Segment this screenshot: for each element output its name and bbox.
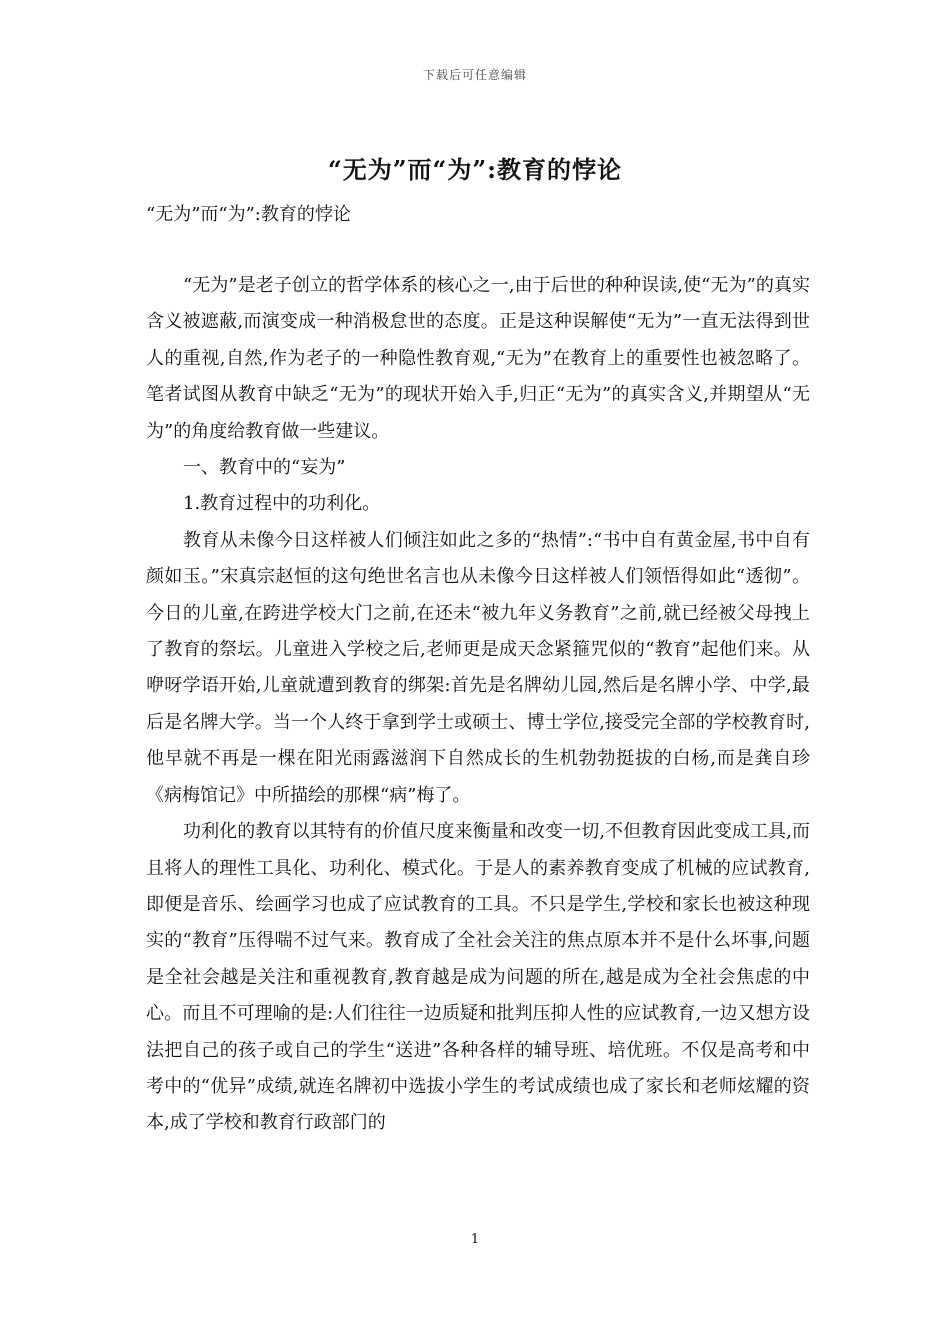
page-number: 1 [470,1232,480,1247]
document-title: “无为”而“为”:教育的悖论 [327,155,623,184]
document-subtitle: “无为”而“为”:教育的悖论 [146,204,351,225]
subsection-heading: 1.教育过程中的功利化。 [183,493,381,515]
paragraph: 功利化的教育以其特有的价值尺度来衡量和改变一切,不但教育因此变成工具,而且将人的理性工具化、功利化、模式化。于是人的素养教育变成了机械的应试教育,即便是音乐、绘画学习也成了应试教育的工具。不只是学生,学校和家长也被这种现实的“教育”压得喘不过气来。教育成了全社会关注的焦点原本并不是什么坏事,问题是全社会越是关注和重视教育,教育越是成为问题的所在,越是成为全社会焦虑的中心。而且不可理喻的是:人们往往一边质疑和批判压抑人性的应试教育,一边又想方设法把自己的孩子或自己的学生“送进”各种各样的辅导班、培优班。不仅是高考和中考中的“优异”成绩,就连名牌初中选拔小学生的考试成绩也成了家长和老师炫耀的资本,成了学校和教育行政部门的 [146,821,810,1134]
header-note: 下载后可任意编辑 [422,68,527,82]
section-heading: 一、教育中的“妄为” [183,457,346,479]
body-text [146,268,810,1142]
paragraph: 教育从未像今日这样被人们倾注如此之多的“热情”:“书中自有黄金屋,书中自有颜如玉。”宋真宗赵恒的这句绝世名言也从未像今日这样被人们领悟得如此“透彻”。今日的儿童,在跨进学校大门之前,在还未“被九年义务教育”之前,就已经被父母拽上了教育的祭坛。儿童进入学校之后,老师更是成天念紧箍咒似的“教育”起他们来。从咿呀学语开始,儿童就遭到教育的绑架:首先是名牌幼儿园,然后是名牌小学、中学,最后是名牌大学。当一个人终于拿到学士或硕士、博士学位,接受完全部的学校教育时,他早就不再是一棵在阳光雨露滋润下自然成长的生机勃勃挺拔的白杨,而是龚自珍《病梅馆记》中所描绘的那棵“病”梅了。 [146,529,810,806]
paragraph-intro: “无为”是老子创立的哲学体系的核心之一,由于后世的种种误读,使“无为”的真实含义被遮蔽,而演变成一种消极怠世的态度。正是这种误解使“无为”一直无法得到世人的重视,自然,作为老子的一种隐性教育观,“无为”在教育上的重要性也被忽略了。笔者试图从教育中缺乏“无为”的现状开始入手,归正“无为”的真实含义,并期望从“无为”的角度给教育做一些建议。 [146,275,810,442]
